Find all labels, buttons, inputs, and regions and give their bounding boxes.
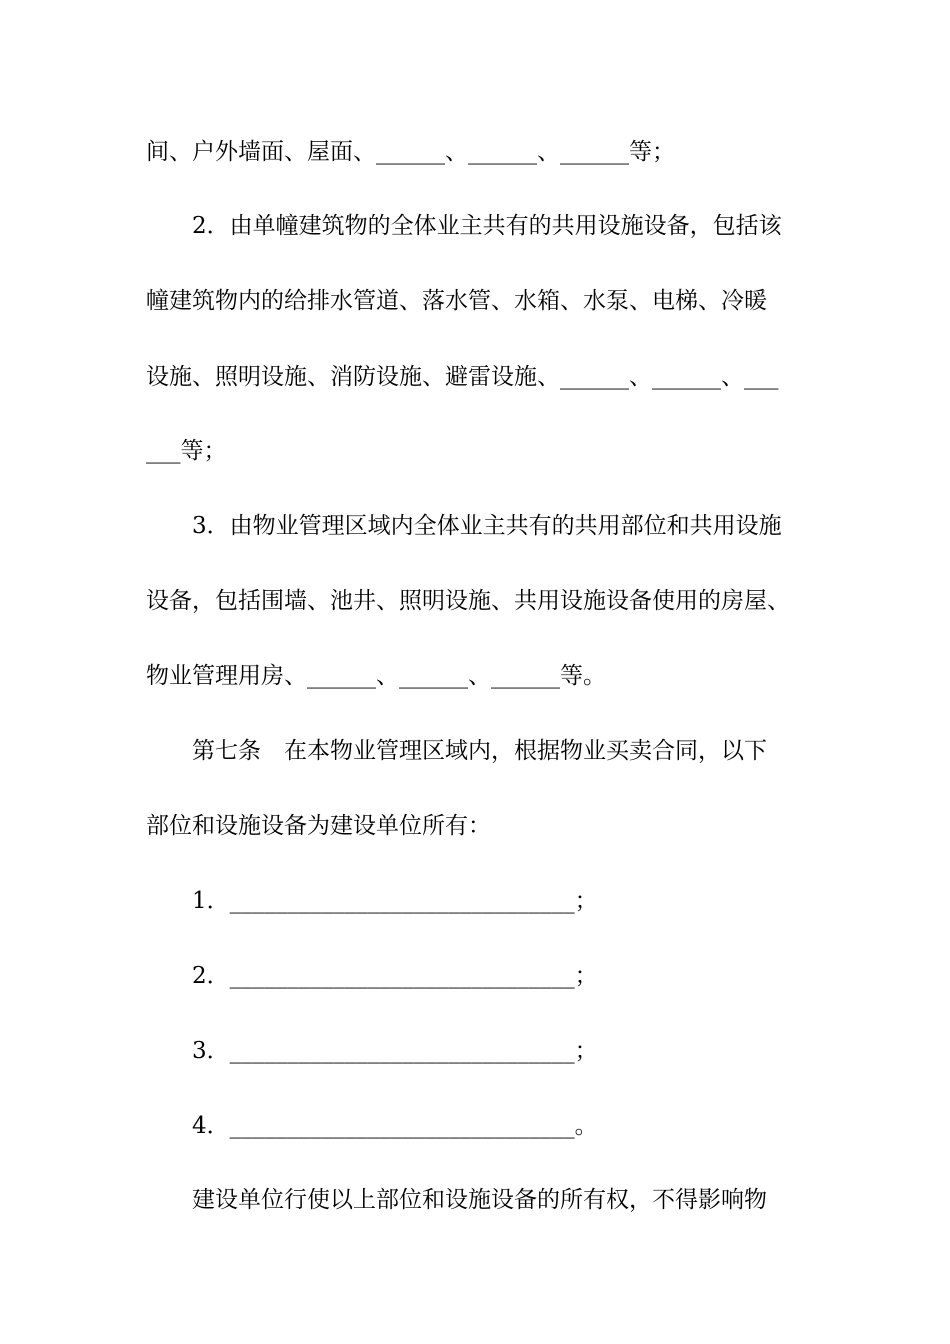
paragraph-item-3: 3．由物业管理区域内全体业主共有的共用部位和共用设施 bbox=[192, 513, 782, 539]
blank-item-2: 2．______________________________； bbox=[192, 963, 598, 989]
text-line: 设施、照明设施、消防设施、避雷设施、______、______、___ bbox=[146, 364, 779, 390]
text-line: 部位和设施设备为建设单位所有： bbox=[146, 813, 491, 839]
text-line: 物业管理用房、______、______、______等。 bbox=[146, 663, 606, 689]
text-line: 建设单位行使以上部位和设施设备的所有权，不得影响物 bbox=[192, 1187, 767, 1213]
text-line: 设备，包括围墙、池井、照明设施、共用设施设备使用的房屋、 bbox=[146, 588, 790, 614]
blank-item-3: 3．______________________________； bbox=[192, 1038, 598, 1064]
paragraph-item-2: 2．由单幢建筑物的全体业主共有的共用设施设备，包括该 bbox=[192, 213, 782, 239]
article-seven-heading: 第七条 在本物业管理区域内，根据物业买卖合同，以下 bbox=[192, 738, 767, 764]
text-line: 间、户外墙面、屋面、______、______、______等； bbox=[146, 139, 675, 165]
blank-item-1: 1．______________________________； bbox=[192, 888, 598, 914]
text-line: 幢建筑物内的给排水管道、落水管、水箱、水泵、电梯、冷暖 bbox=[146, 288, 767, 314]
text-line: ___等； bbox=[146, 438, 227, 464]
blank-item-4: 4．______________________________。 bbox=[192, 1113, 598, 1139]
